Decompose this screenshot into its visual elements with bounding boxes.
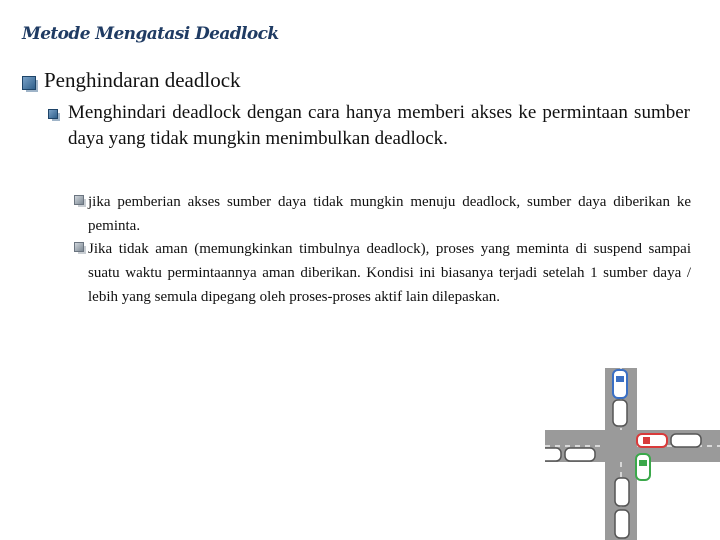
- checkbox-bullet-icon: [48, 109, 58, 119]
- gray-car-icon: [615, 478, 629, 506]
- gray-car-icon: [615, 510, 629, 538]
- bullet-level3-b-text: Jika tidak aman (memungkinkan timbulnya deadlock), proses yang meminta di suspend sampai suatu waktu permintaannya aman diberikan. Kondisi ini biasanya terjadi setelah 1 sumber daya / lebih yang semula dipegang oleh proses-proses aktif lain dilepaskan.: [88, 241, 691, 305]
- road-intersection-icon: [545, 368, 720, 540]
- gray-car-icon: [671, 434, 701, 447]
- bullet-level1-text: Penghindaran deadlock: [44, 68, 241, 92]
- bullet-level3-b: [74, 237, 691, 309]
- bullet-level3-a: [74, 190, 691, 238]
- bullet-level3-a-text: jika pemberian akses sumber daya tidak mungkin menuju deadlock, sumber daya diberikan ke peminta.: [88, 194, 691, 234]
- slide-title: Metode Mengatasi Deadlock: [22, 24, 279, 44]
- gray-car-icon: [565, 448, 595, 461]
- blue-car-icon: [613, 370, 627, 398]
- checkbox-bullet-icon: [74, 195, 84, 205]
- green-car-icon: [636, 454, 650, 480]
- red-car-icon: [637, 434, 667, 447]
- gray-car-icon: [613, 400, 627, 426]
- checkbox-bullet-icon: [22, 76, 36, 90]
- checkbox-bullet-icon: [74, 242, 84, 252]
- bullet-level1: [22, 68, 682, 93]
- bullet-level2-text: Menghindari deadlock dengan cara hanya memberi akses ke permintaan sumber daya yang tidak mungkin menimbulkan deadlock.: [68, 102, 690, 149]
- gray-car-icon: [545, 448, 561, 461]
- bullet-level2: [48, 100, 690, 152]
